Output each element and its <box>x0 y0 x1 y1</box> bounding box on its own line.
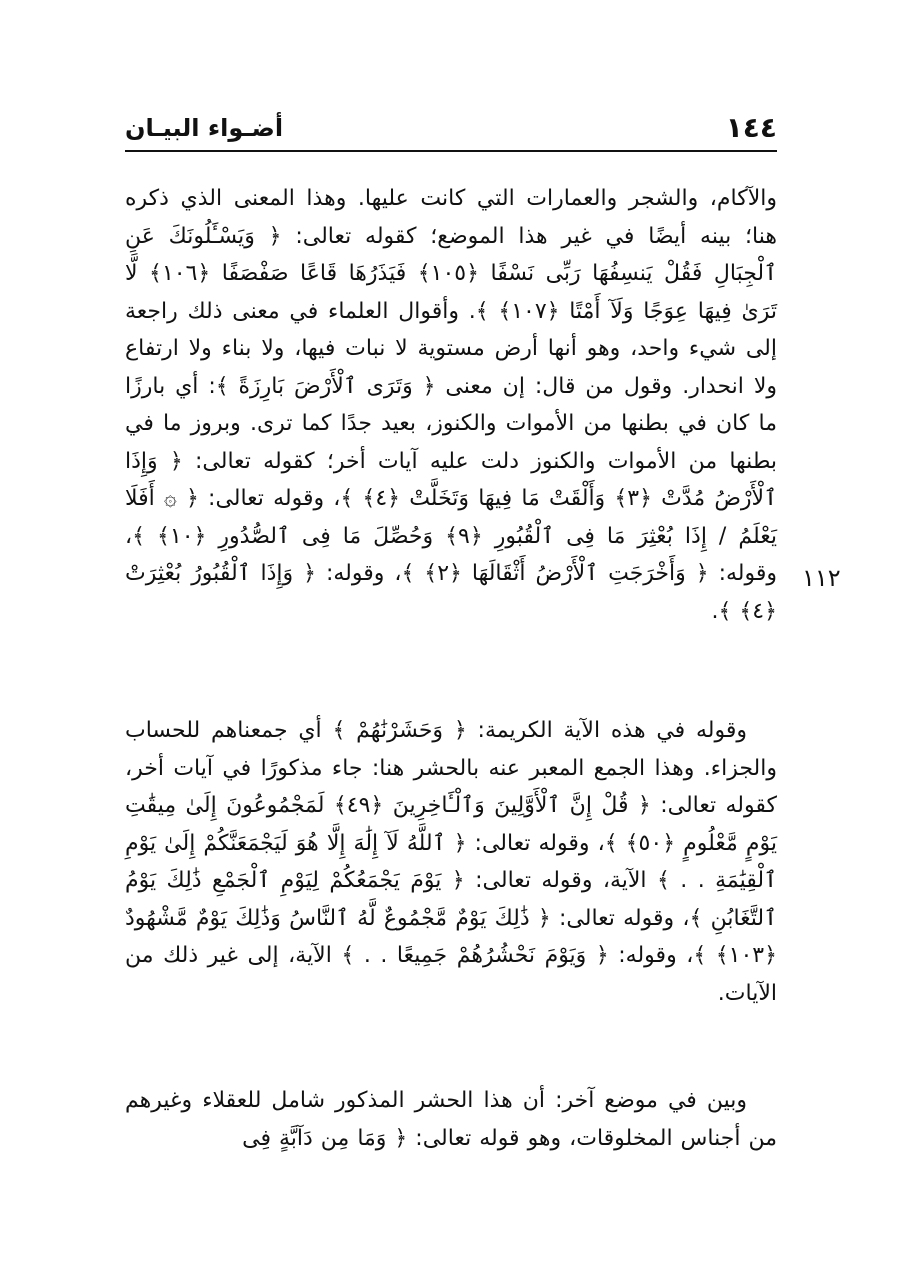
page-number: ١٤٤ <box>725 111 777 144</box>
header-rule <box>125 150 777 152</box>
paragraph-2: وقوله في هذه الآية الكريمة: ﴿ وَحَشَرْنَٰهُمْ ﴾ أي جمعناهم للحساب والجزاء. وهذا الجمع المعبر عنه بالحشر هنا: جاء مذكورًا في آيات أخر، كقوله تعالى: ﴿ قُلْ إِنَّ ٱلْأَوَّلِينَ وَٱلْـَٔاخِرِينَ ﴿٤٩﴾ لَمَجْمُوعُونَ إِلَىٰ مِيقَٰتِ يَوْمٍ مَّعْلُومٍ ﴿٥٠﴾ ﴾، وقوله تعالى: ﴿ ٱللَّهُ لَآ إِلَٰهَ إِلَّا هُوَ لَيَجْمَعَنَّكُمْ إِلَىٰ يَوْمِ ٱلْقِيَٰمَةِ . . ﴾ الآية، وقوله تعالى: ﴿ يَوْمَ يَجْمَعُكُمْ لِيَوْمِ ٱلْجَمْعِ ذَٰلِكَ يَوْمُ ٱلتَّغَابُنِ ﴾، وقوله تعالى: ﴿ ذَٰلِكَ يَوْمٌ مَّجْمُوعٌ لَّهُ ٱلنَّاسُ وَذَٰلِكَ يَوْمٌ مَّشْهُودٌ ﴿١٠٣﴾ ﴾، وقوله: ﴿ وَيَوْمَ نَحْشُرُهُمْ جَمِيعًا . . ﴾ الآية، إلى غير ذلك من الآيات. <box>125 718 777 1006</box>
margin-reference-number: ١١٢ <box>802 564 841 592</box>
running-title: أضـواء البيـان <box>125 114 284 142</box>
paragraph-1: والآكام، والشجر والعمارات التي كانت عليها. وهذا المعنى الذي ذكره هنا؛ بينه أيضًا في غير هذا الموضع؛ كقوله تعالى: ﴿ وَيَسْـَٔلُونَكَ عَنِ ٱلْجِبَالِ فَقُلْ يَنسِفُهَا رَبِّى نَسْفًا ﴿١٠٥﴾ فَيَذَرُهَا قَاعًا صَفْصَفًا ﴿١٠٦﴾ لَّا تَرَىٰ فِيهَا عِوَجًا وَلَآ أَمْتًا ﴿١٠٧﴾ ﴾. وأقوال العلماء في معنى ذلك راجعة إلى شيء واحد، وهو أنها أرض مستوية لا نبات فيها، ولا بناء ولا ارتفاع ولا انحدار. وقول من قال: إن معنى ﴿ وَتَرَى ٱلْأَرْضَ بَارِزَةً ﴾: أي بارزًا ما كان في بطنها من الأموات والكنوز، بعيد جدًا كما ترى. وبروز ما في بطنها من الأموات والكنوز دلت عليه آيات أخر؛ كقوله تعالى: ﴿ وَإِذَا ٱلْأَرْضُ مُدَّتْ ﴿٣﴾ وَأَلْقَتْ مَا فِيهَا وَتَخَلَّتْ ﴿٤﴾ ﴾، وقوله تعالى: ﴿ ۞ أَفَلَا يَعْلَمُ / إِذَا بُعْثِرَ مَا فِى ٱلْقُبُورِ ﴿٩﴾ وَحُصِّلَ مَا فِى ٱلصُّدُورِ ﴿١٠﴾ ﴾، وقوله: ﴿ وَأَخْرَجَتِ ٱلْأَرْضُ أَثْقَالَهَا ﴿٢﴾ ﴾، وقوله: ﴿ وَإِذَا ٱلْقُبُورُ بُعْثِرَتْ ﴿٤﴾ ﴾. <box>125 186 777 624</box>
paragraph-3: وبين في موضع آخر: أن هذا الحشر المذكور شامل للعقلاء وغيرهم من أجناس المخلوقات، وهو قوله تعالى: ﴿ وَمَا مِن دَآبَّةٍ فِى <box>125 1088 777 1151</box>
page-header <box>125 108 777 148</box>
